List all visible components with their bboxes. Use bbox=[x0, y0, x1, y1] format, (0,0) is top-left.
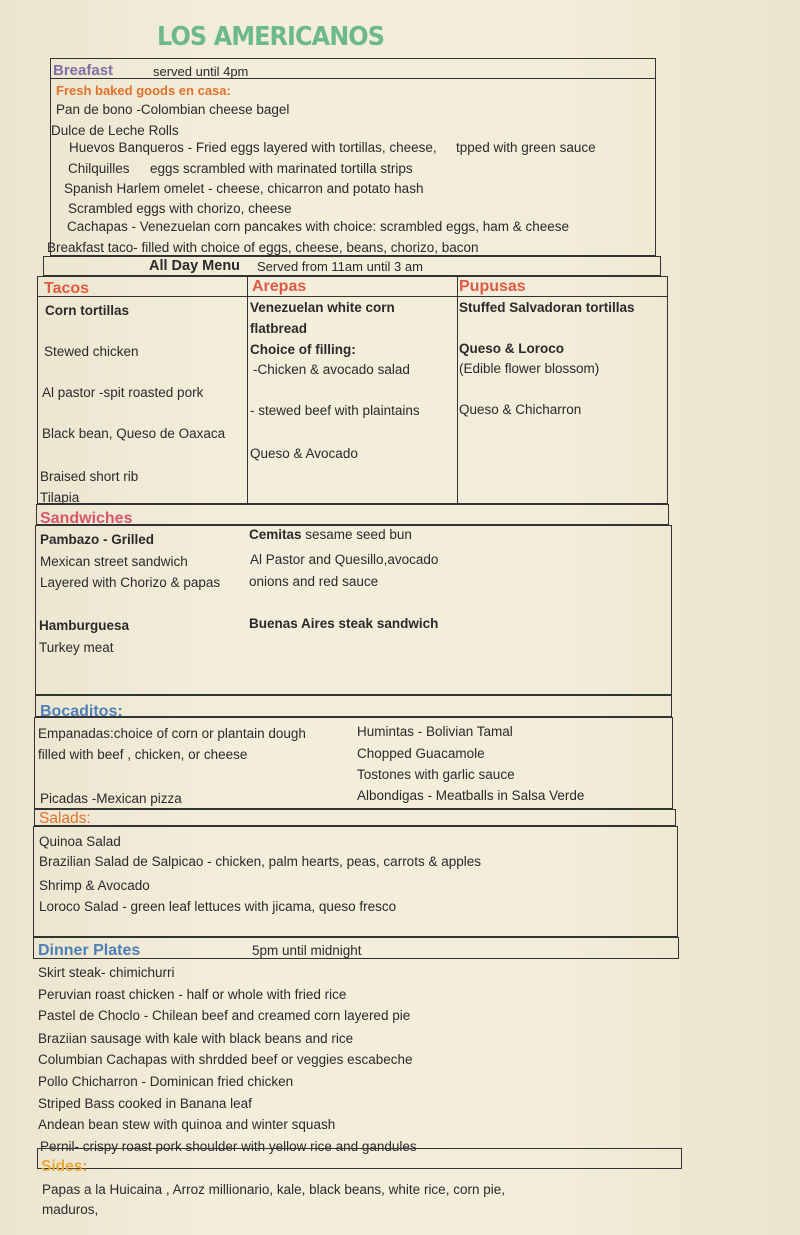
breakfast-item: Breakfast taco- filled with choice of eggs, cheese, beans, chorizo, bacon bbox=[47, 240, 479, 255]
breakfast-note: served until 4pm bbox=[153, 64, 249, 79]
breakfast-heading: Breafast bbox=[53, 62, 114, 79]
sandwich-item: Turkey meat bbox=[39, 640, 114, 655]
tacos-heading: Tacos bbox=[44, 280, 90, 297]
breakfast-item: Huevos Banqueros - Fried eggs layered with tortillas, cheese, bbox=[69, 140, 437, 155]
sandwiches-heading: Sandwiches bbox=[40, 510, 133, 527]
arepas-item: flatbread bbox=[250, 321, 308, 336]
sandwich-item: Pambazo - Grilled bbox=[40, 532, 155, 547]
salads-item: Brazilian Salad de Salpicao - chicken, palm hearts, peas, carrots & apples bbox=[39, 854, 481, 869]
sandwich-item: onions and red sauce bbox=[249, 574, 379, 589]
arepas-item: -Chicken & avocado salad bbox=[253, 362, 410, 377]
pupusas-item: Stuffed Salvadoran tortillas bbox=[459, 300, 635, 315]
dinner-item: Peruvian roast chicken - half or whole with fried rice bbox=[38, 987, 347, 1002]
salads-item: Loroco Salad - green leaf lettuces with jicama, queso fresco bbox=[39, 899, 397, 914]
breakfast-item: Chilquilles bbox=[68, 161, 130, 176]
sides-item: Papas a la Huicaina , Arroz millionario, kale, black beans, white rice, corn pie, bbox=[42, 1182, 505, 1197]
breakfast-item: Pan de bono -Colombian cheese bagel bbox=[56, 102, 290, 117]
breakfast-item: Spanish Harlem omelet - cheese, chicarron and potato hash bbox=[64, 181, 424, 196]
pupusas-item: (Edible flower blossom) bbox=[459, 361, 600, 376]
arepas-heading: Arepas bbox=[252, 278, 307, 295]
sandwich-item-desc: sesame seed bun bbox=[301, 527, 412, 542]
sandwich-item: Hamburguesa bbox=[39, 618, 130, 633]
bocaditos-item: Empanadas:choice of corn or plantain dough bbox=[38, 726, 306, 741]
sides-item: maduros, bbox=[42, 1202, 99, 1217]
sandwich-item-name: Cemitas bbox=[249, 527, 302, 542]
dinner-item: Pollo Chicharron - Dominican fried chicken bbox=[38, 1074, 294, 1089]
dinner-item: Pastel de Choclo - Chilean beef and creamed corn layered pie bbox=[38, 1008, 411, 1023]
divider bbox=[247, 276, 248, 504]
dinner-item: Andean bean stew with quinoa and winter squash bbox=[38, 1117, 336, 1132]
sides-header-box bbox=[37, 1148, 682, 1169]
bocaditos-item: Humintas - Bolivian Tamal bbox=[357, 724, 513, 739]
arepas-item: - stewed beef with plaintains bbox=[250, 403, 420, 418]
sandwiches-box bbox=[35, 525, 672, 695]
divider bbox=[37, 296, 668, 297]
divider bbox=[457, 276, 458, 504]
bocaditos-header-box bbox=[35, 695, 672, 717]
bocaditos-heading: Bocaditos: bbox=[40, 703, 123, 720]
breakfast-item: eggs scrambled with marinated tortilla strips bbox=[150, 161, 413, 176]
arepas-item: Venezuelan white corn bbox=[250, 300, 395, 315]
breakfast-item: Cachapas - Venezuelan corn pancakes with choice: scrambled eggs, ham & cheese bbox=[67, 219, 570, 234]
tacos-item: Black bean, Queso de Oaxaca bbox=[42, 426, 226, 441]
dinner-item: Braziian sausage with kale with black beans and rice bbox=[38, 1031, 354, 1046]
pupusas-item: Queso & Loroco bbox=[459, 341, 565, 356]
salads-heading: Salads: bbox=[39, 810, 91, 827]
sandwich-item: Buenas Aires steak sandwich bbox=[249, 616, 439, 631]
breakfast-subheading: Fresh baked goods en casa: bbox=[56, 83, 231, 98]
sandwich-item: Al Pastor and Quesillo,avocado bbox=[250, 552, 439, 567]
dinner-heading: Dinner Plates bbox=[38, 942, 141, 959]
all-day-note: Served from 11am until 3 am bbox=[257, 259, 423, 274]
pupusas-item: Queso & Chicharron bbox=[459, 402, 582, 417]
sandwich-item-cemitas bbox=[249, 527, 412, 542]
dinner-note: 5pm until midnight bbox=[252, 943, 362, 958]
bocaditos-item: Picadas -Mexican pizza bbox=[40, 791, 182, 806]
dinner-item: Striped Bass cooked in Banana leaf bbox=[38, 1096, 252, 1111]
breakfast-item: Scrambled eggs with chorizo, cheese bbox=[68, 201, 292, 216]
all-day-heading: All Day Menu bbox=[149, 258, 241, 274]
salads-header-box bbox=[34, 809, 676, 826]
sides-heading: Sides: bbox=[41, 1158, 88, 1175]
salads-item: Quinoa Salad bbox=[39, 834, 121, 849]
bocaditos-item: filled with beef , chicken, or cheese bbox=[38, 747, 248, 762]
bocaditos-item: Tostones with garlic sauce bbox=[357, 767, 515, 782]
restaurant-title: LOS AMERICANOS bbox=[157, 22, 385, 52]
tacos-item: Tilapia bbox=[40, 490, 80, 505]
dinner-item: Skirt steak- chimichurri bbox=[38, 965, 175, 980]
bocaditos-item: Chopped Guacamole bbox=[357, 746, 485, 761]
dinner-item: Pernil- crispy roast pork shoulder with yellow rice and gandules bbox=[40, 1139, 417, 1154]
tacos-item: Stewed chicken bbox=[44, 344, 139, 359]
bocaditos-item: Albondigas - Meatballs in Salsa Verde bbox=[357, 788, 585, 803]
tacos-item: Braised short rib bbox=[40, 469, 139, 484]
dinner-item: Columbian Cachapas with shrdded beef or veggies escabeche bbox=[38, 1052, 413, 1067]
tacos-item: Corn tortillas bbox=[45, 303, 130, 318]
breakfast-item: Dulce de Leche Rolls bbox=[51, 123, 179, 138]
arepas-item: Choice of filling: bbox=[250, 342, 356, 357]
divider bbox=[50, 78, 656, 79]
pupusas-heading: Pupusas bbox=[459, 278, 526, 295]
sandwich-item: Layered with Chorizo & papas bbox=[40, 575, 221, 590]
tacos-item: Al pastor -spit roasted pork bbox=[42, 385, 204, 400]
sandwich-item: Mexican street sandwich bbox=[40, 554, 188, 569]
breakfast-item: tpped with green sauce bbox=[456, 140, 596, 155]
arepas-item: Queso & Avocado bbox=[250, 446, 358, 461]
salads-item: Shrimp & Avocado bbox=[39, 878, 150, 893]
